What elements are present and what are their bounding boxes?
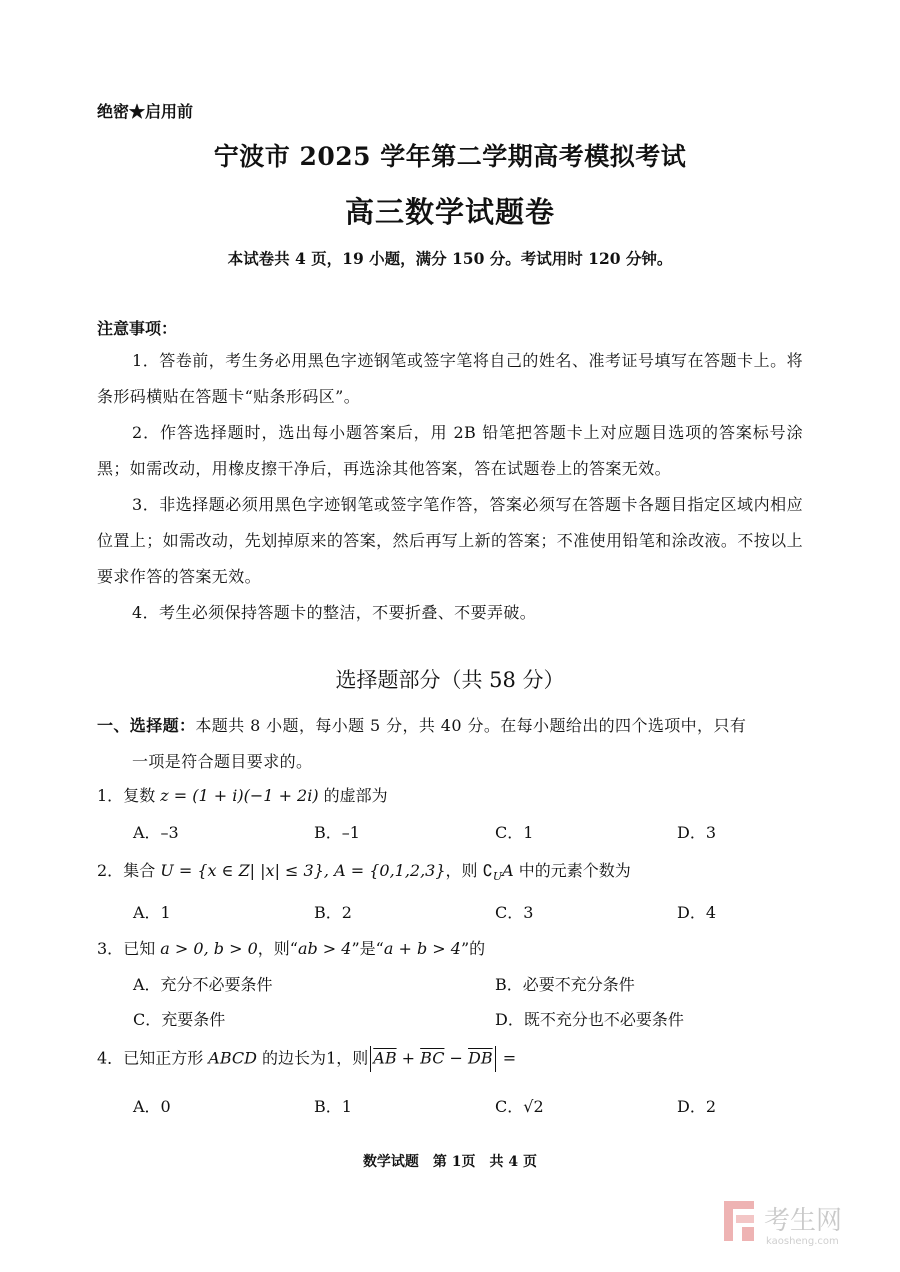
question-text: 的虚部为	[318, 786, 388, 805]
question-3	[97, 937, 485, 961]
question-number: 3．	[97, 939, 124, 958]
q4-option-c: C．√2	[495, 1097, 544, 1116]
vector-db: $\overline{DB}$	[468, 1048, 493, 1068]
question-2	[97, 859, 631, 889]
question-text: ”是“	[351, 939, 384, 958]
question-text: =	[497, 1048, 517, 1068]
question-text: 已知	[123, 939, 161, 958]
q3-option-a: A．充分不必要条件	[133, 975, 273, 994]
part-description-cont: 一项是符合题目要求的。	[132, 752, 313, 771]
question-text: ，则	[336, 1048, 369, 1068]
exam-info: 本试卷共 4 页，19 小题，满分 150 分。考试用时 120 分钟。	[227, 249, 673, 268]
q2-option-b: B．2	[314, 903, 352, 922]
question-text: ”的	[460, 939, 486, 958]
complement-symbol: ∁	[482, 861, 493, 880]
q3-option-c: C．充要条件	[133, 1010, 226, 1029]
q1-option-b: B．–1	[314, 823, 360, 842]
q2-option-a: A．1	[133, 903, 171, 922]
q2-option-d: D．4	[677, 903, 717, 922]
plus-sign: +	[396, 1048, 421, 1068]
vector-bc: $\overline{BC}$	[420, 1048, 445, 1068]
page-footer: 数学试题 第 1页 共 4 页	[362, 1154, 538, 1170]
part-label: 一、选择题：	[97, 716, 196, 735]
question-math: 1	[326, 1048, 337, 1068]
complement-subscript: U	[492, 870, 503, 884]
q4-option-d: D．2	[677, 1097, 717, 1116]
watermark-logo	[722, 1197, 882, 1249]
notice-item-4: 4．考生必须保持答题卡的整洁，不要折叠、不要弄破。	[132, 603, 537, 622]
question-math: U = {x ∈ Z| |x| ≤ 3}, A = {0,1,2,3}	[160, 861, 446, 880]
question-number: 2．	[97, 861, 124, 880]
q4-option-b: B．1	[314, 1097, 352, 1116]
question-math: a + b > 4	[383, 939, 461, 958]
notice-item-3: 3．非选择题必须用黑色字迹钢笔或签字笔作答，答案必须写在答题卡各题目指定区域内相应位置上；如需改动，先划掉原来的答案，然后再写上新的答案；不准使用铅笔和涂改液。不按以上要求作答的答案无效。	[97, 495, 803, 586]
vector-ab: $\overline{AB}$	[373, 1048, 397, 1068]
question-math: ab > 4	[297, 939, 352, 958]
set-variable: A	[502, 861, 514, 880]
q3-option-b: B．必要不充分条件	[495, 975, 635, 994]
question-text: 已知正方形	[123, 1048, 209, 1068]
question-4	[97, 1046, 516, 1072]
q4-option-a: A．0	[133, 1097, 171, 1116]
exam-title: 宁波市 2025 学年第二学期高考模拟考试	[213, 142, 687, 171]
q1-option-d: D．3	[677, 823, 717, 842]
abs-bar-left	[370, 1046, 371, 1072]
notice-heading: 注意事项：	[97, 319, 178, 338]
paper-title: 高三数学试题卷	[344, 195, 555, 229]
question-text: 中的元素个数为	[513, 861, 631, 880]
question-math: z = (1 + i)(−1 + 2i)	[160, 786, 319, 805]
abs-bar-right	[495, 1046, 496, 1072]
section-title: 选择题部分（共 58 分）	[335, 668, 565, 692]
question-text: 集合	[123, 861, 161, 880]
question-math: a > 0, b > 0	[160, 939, 258, 958]
watermark-site: kaosheng.com	[766, 1236, 839, 1247]
question-text: 的边长为	[256, 1048, 327, 1068]
confidential-label: 绝密★启用前	[97, 102, 194, 121]
watermark-mark-icon	[724, 1201, 754, 1241]
notice-item-1: 1．答卷前，考生务必用黑色字迹钢笔或签字笔将自己的姓名、准考证号填写在答题卡上。将条形码横贴在答题卡“贴条形码区”。	[97, 351, 803, 406]
q2-option-c: C．3	[495, 903, 534, 922]
q1-option-a: A．–3	[133, 823, 179, 842]
part-description: 本题共 8 小题，每小题 5 分，共 40 分。在每小题给出的四个选项中，只有	[195, 716, 747, 735]
notice-item-2: 2．作答选择题时，选出每小题答案后，用 2B 铅笔把答题卡上对应题目选项的答案标号涂黑；如需改动，用橡皮擦干净后，再选涂其他答案，答在试题卷上的答案无效。	[97, 423, 803, 478]
question-number: 1．	[97, 786, 124, 805]
question-text: 复数	[123, 786, 161, 805]
question-text: ，则	[445, 861, 483, 880]
part-heading	[97, 708, 803, 780]
question-text: ，则“	[257, 939, 298, 958]
question-1	[97, 784, 388, 808]
q1-option-c: C．1	[495, 823, 534, 842]
question-number: 4．	[97, 1048, 124, 1068]
q3-option-d: D．既不充分也不必要条件	[495, 1010, 684, 1029]
minus-sign: −	[444, 1048, 469, 1068]
question-math: ABCD	[208, 1048, 257, 1068]
watermark-brand: 考生网	[764, 1206, 843, 1236]
